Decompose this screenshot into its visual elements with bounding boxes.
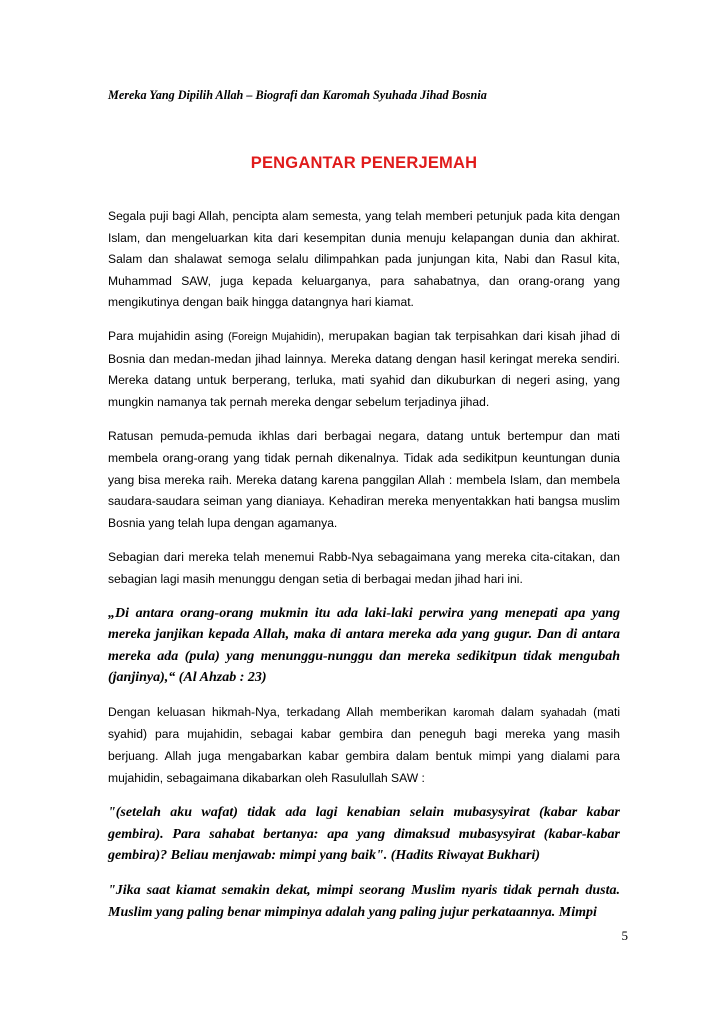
karomah-term: karomah	[453, 706, 495, 719]
paragraph-2-start: Para mujahidin asing	[108, 328, 229, 343]
hadith-quote-2: "Jika saat kiamat semakin dekat, mimpi seorang Muslim nyaris tidak pernah dusta. Muslim yang paling benar mimpinya adalah yang paling jujur perkataannya. Mimpi	[108, 883, 620, 920]
paragraph-1: Segala puji bagi Allah, pencipta alam semesta, yang telah memberi petunjuk pada kita dengan Islam, dan mengeluarkan kita dari kesempitan dunia menuju kelapangan dunia dan akhirat. Salam dan shalawat semoga selalu dilimpahkan pada junjungan kita, Nabi dan Rasul kita, Muhammad SAW, juga kepada keluarganya, para sahabatnya, dan orang-orang yang mengikutinya dengan baik hingga datangnya hari kiamat.	[108, 209, 620, 310]
paragraph-5-start: Dengan keluasan hikmah-Nya, terkadang Allah memberikan	[108, 704, 454, 719]
paragraph-5	[108, 702, 620, 789]
paragraph-5-rest: (mati syahid) para mujahidin, sebagai kabar gembira dan peneguh bagi mereka yang masih berjuang. Allah juga mengabarkan kabar gembira dalam bentuk mimpi yang dialami para mujahidin, sebagaimana dikabarkan oleh Rasulullah SAW :	[108, 704, 621, 785]
paragraph-3: Ratusan pemuda-pemuda ikhlas dari berbagai negara, datang untuk bertempur dan mati membela orang-orang yang tidak pernah dikenalnya. Tidak ada sedikitpun keuntungan dunia yang bisa mereka raih. Mereka datang karena panggilan Allah : membela Islam, dan membela saudara-saudara seiman yang dianiaya. Kehadiran mereka menyentakkan hati bangsa muslim Bosnia yang telah lupa dengan agamanya.	[108, 429, 620, 530]
page-number: 5	[621, 928, 628, 943]
foreign-mujahidin-term: (Foreign Mujahidin)	[228, 330, 321, 343]
paragraph-2	[108, 326, 620, 413]
hadith-quote-1: "(setelah aku wafat) tidak ada lagi kenabian selain mubasysyirat (kabar kabar gembira). Para sahabat bertanya: apa yang dimaksud mubasysyirat (kabar-kabar gembira)? Beliau menjawab: mimpi yang baik". (Hadits Riwayat Bukhari)	[108, 805, 620, 864]
syahadah-term: syahadah	[540, 706, 587, 719]
paragraph-4: Sebagian dari mereka telah menemui Rabb-Nya sebagaimana yang mereka cita-citakan, dan sebagian lagi masih menunggu dengan setia di berbagai medan jihad hari ini.	[108, 550, 620, 586]
quran-quote: „Di antara orang-orang mukmin itu ada laki-laki perwira yang menepati apa yang mereka janjikan kepada Allah, maka di antara mereka ada yang gugur. Dan di antara mereka ada (pula) yang menunggu-nunggu dan mereka sedikitpun tidak mengubah (janjinya),“ (Al Ahzab : 23)	[108, 605, 620, 686]
paragraph-2-rest: , merupakan bagian tak terpisahkan dari kisah jihad di Bosnia dan medan-medan jihad lainnya. Mereka datang dengan hasil keringat mereka sendiri. Mereka datang untuk berperang, terluka, mati syahid dan dikuburkan di negeri asing, yang mungkin namanya tak pernah mereka dengar sebelum terjadinya jihad.	[108, 328, 620, 409]
paragraph-5-mid: dalam	[494, 704, 541, 719]
running-header: Mereka Yang Dipilih Allah – Biografi dan Karomah Syuhada Jihad Bosnia	[108, 88, 487, 102]
document-body	[108, 206, 620, 923]
page-title: PENGANTAR PENERJEMAH	[250, 154, 478, 172]
